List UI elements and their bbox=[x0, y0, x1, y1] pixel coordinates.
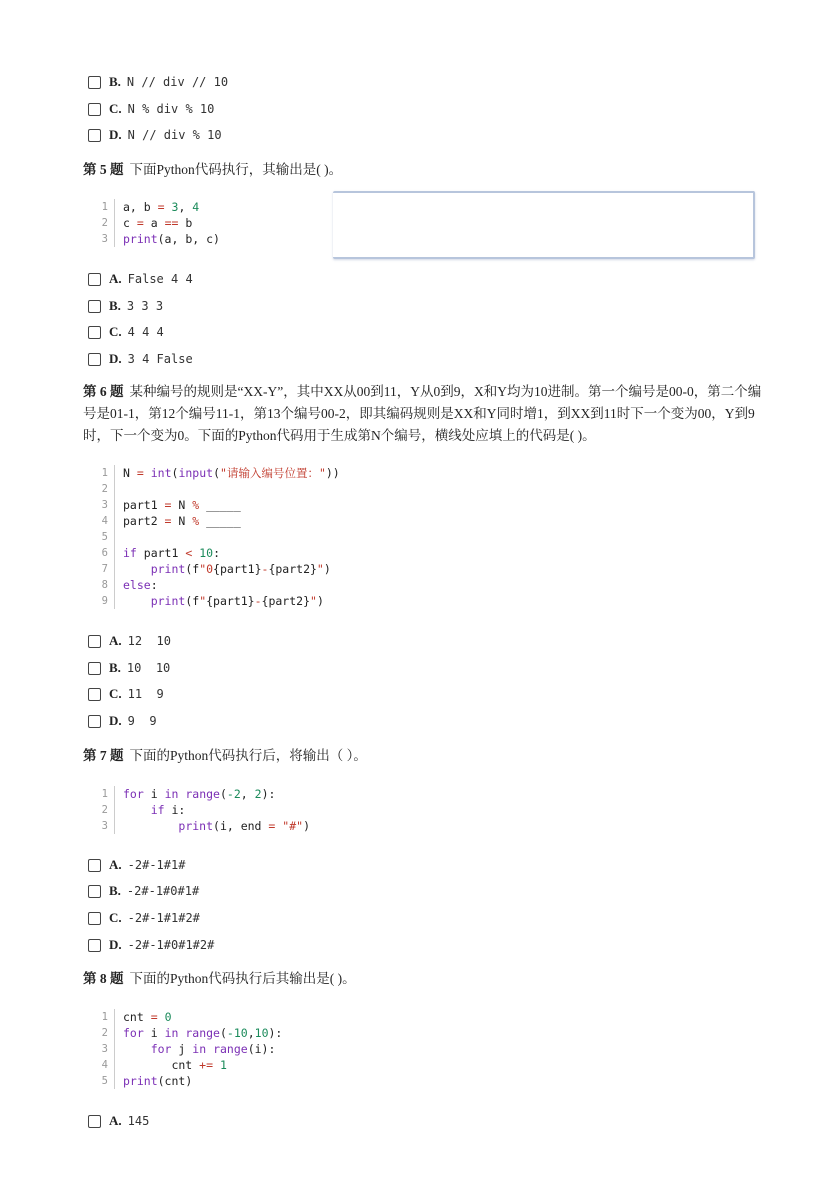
checkbox[interactable] bbox=[88, 273, 101, 286]
option-text: N // div // 10 bbox=[126, 75, 229, 89]
code-line: 3 for j in range(i): bbox=[92, 1041, 282, 1057]
question-text-line: 时，下一个变为0。下面的Python代码用于生成第N个编号，横线处应填上的代码是( )。 bbox=[83, 428, 596, 443]
q5-option-d[interactable] bbox=[88, 349, 193, 369]
q7-option-b[interactable] bbox=[88, 881, 199, 901]
question-text-line: 号是01-1，第12个编号11-1，第13个编号00-2，即其编码规则是XX和Y同时增1，到XX到11时下一个变为00，Y到9 bbox=[83, 406, 755, 421]
question-number: 第 8 题 bbox=[83, 971, 124, 986]
code-line: 2 bbox=[92, 481, 340, 497]
question-text: 下面Python代码执行，其输出是( )。 bbox=[129, 162, 343, 177]
option-label: D. bbox=[109, 351, 122, 366]
checkbox[interactable] bbox=[88, 939, 101, 952]
checkbox[interactable] bbox=[88, 353, 101, 366]
option-label: D. bbox=[109, 127, 122, 142]
option-text: N % div % 10 bbox=[127, 102, 215, 116]
option-text: -2#-1#1#2# bbox=[127, 911, 200, 925]
q5-option-b[interactable] bbox=[88, 296, 163, 316]
code-line: 4 part2 = N % _____ bbox=[92, 513, 340, 529]
option-text: 3 3 3 bbox=[126, 299, 164, 313]
question-number: 第 7 题 bbox=[83, 748, 124, 763]
question-number: 第 5 题 bbox=[83, 162, 124, 177]
option-text: -2#-1#0#1# bbox=[126, 884, 200, 898]
checkbox[interactable] bbox=[88, 326, 101, 339]
checkbox[interactable] bbox=[88, 662, 101, 675]
option-label: C. bbox=[109, 101, 122, 116]
checkbox[interactable] bbox=[88, 103, 101, 116]
checkbox[interactable] bbox=[88, 688, 101, 701]
option-label: D. bbox=[109, 713, 122, 728]
code-line: 5 bbox=[92, 529, 340, 545]
code-line: 2 c = a == b bbox=[92, 215, 220, 231]
q5-option-a[interactable] bbox=[88, 269, 193, 289]
q8-title bbox=[83, 968, 356, 990]
question-text-line: 某种编号的规则是“XX-Y”，其中XX从00到11，Y从0到9，X和Y均为10进制。第一个编号是00-0，第二个编 bbox=[129, 384, 762, 399]
q8-code-block bbox=[92, 1009, 282, 1089]
q6-option-b[interactable] bbox=[88, 658, 170, 678]
question-text: 下面的Python代码执行后，将输出（ ）。 bbox=[129, 748, 367, 763]
question-text: 下面的Python代码执行后其输出是( )。 bbox=[129, 971, 356, 986]
q5-code-block bbox=[92, 199, 220, 247]
code-line: 2 if i: bbox=[92, 802, 310, 818]
code-line: 1 a, b = 3, 4 bbox=[92, 199, 220, 215]
option-label: A. bbox=[109, 857, 122, 872]
q7-title bbox=[83, 745, 367, 767]
code-line: 3 part1 = N % _____ bbox=[92, 497, 340, 513]
code-line: 2 for i in range(-10,10): bbox=[92, 1025, 282, 1041]
q7-code-block bbox=[92, 786, 310, 834]
option-text: 4 4 4 bbox=[127, 325, 164, 339]
option-label: B. bbox=[109, 660, 121, 675]
q4-option-c[interactable] bbox=[88, 99, 214, 119]
q5-option-c[interactable] bbox=[88, 322, 164, 342]
option-label: A. bbox=[109, 633, 122, 648]
checkbox[interactable] bbox=[88, 715, 101, 728]
checkbox[interactable] bbox=[88, 912, 101, 925]
code-line: 4 cnt += 1 bbox=[92, 1057, 282, 1073]
q7-option-c[interactable] bbox=[88, 908, 200, 928]
q4-option-d[interactable] bbox=[88, 125, 222, 145]
checkbox[interactable] bbox=[88, 885, 101, 898]
option-text: 145 bbox=[127, 1114, 150, 1128]
q7-option-a[interactable] bbox=[88, 855, 185, 875]
code-line: 3 print(i, end = "#") bbox=[92, 818, 310, 834]
option-label: D. bbox=[109, 937, 122, 952]
checkbox[interactable] bbox=[88, 1115, 101, 1128]
option-text: False 4 4 bbox=[127, 272, 193, 286]
q8-option-a[interactable] bbox=[88, 1111, 149, 1131]
checkbox[interactable] bbox=[88, 859, 101, 872]
code-line: 3 print(a, b, c) bbox=[92, 231, 220, 247]
code-line: 7 print(f"0{part1}-{part2}") bbox=[92, 561, 340, 577]
q4-option-b[interactable] bbox=[88, 72, 228, 92]
question-number: 第 6 题 bbox=[83, 384, 124, 399]
option-label: A. bbox=[109, 1113, 122, 1128]
option-text: 3 4 False bbox=[127, 352, 193, 366]
option-text: 10 10 bbox=[126, 661, 171, 675]
popup-panel bbox=[333, 191, 755, 259]
code-line: 1 cnt = 0 bbox=[92, 1009, 282, 1025]
checkbox[interactable] bbox=[88, 76, 101, 89]
q7-option-d[interactable] bbox=[88, 935, 214, 955]
q5-title bbox=[83, 159, 342, 181]
option-text: 11 9 bbox=[127, 687, 164, 701]
option-label: C. bbox=[109, 324, 122, 339]
code-line: 6 if part1 < 10: bbox=[92, 545, 340, 561]
option-label: B. bbox=[109, 74, 121, 89]
q6-option-a[interactable] bbox=[88, 631, 171, 651]
checkbox[interactable] bbox=[88, 635, 101, 648]
option-label: C. bbox=[109, 910, 122, 925]
q6-code-block bbox=[92, 465, 340, 609]
code-line: 9 print(f"{part1}-{part2}") bbox=[92, 593, 340, 609]
code-line: 8 else: bbox=[92, 577, 340, 593]
q6-option-d[interactable] bbox=[88, 711, 157, 731]
code-line: 5 print(cnt) bbox=[92, 1073, 282, 1089]
checkbox[interactable] bbox=[88, 129, 101, 142]
code-line: 1 N = int(input("请输入编号位置：")) bbox=[92, 465, 340, 481]
code-line: 1 for i in range(-2, 2): bbox=[92, 786, 310, 802]
option-text: -2#-1#1# bbox=[127, 858, 186, 872]
option-label: A. bbox=[109, 271, 122, 286]
option-text: N // div % 10 bbox=[127, 128, 222, 142]
option-label: B. bbox=[109, 298, 121, 313]
checkbox[interactable] bbox=[88, 300, 101, 313]
q6-title bbox=[83, 381, 761, 447]
option-label: C. bbox=[109, 686, 122, 701]
option-text: -2#-1#0#1#2# bbox=[127, 938, 215, 952]
q6-option-c[interactable] bbox=[88, 684, 164, 704]
option-text: 9 9 bbox=[127, 714, 157, 728]
option-label: B. bbox=[109, 883, 121, 898]
option-text: 12 10 bbox=[127, 634, 171, 648]
